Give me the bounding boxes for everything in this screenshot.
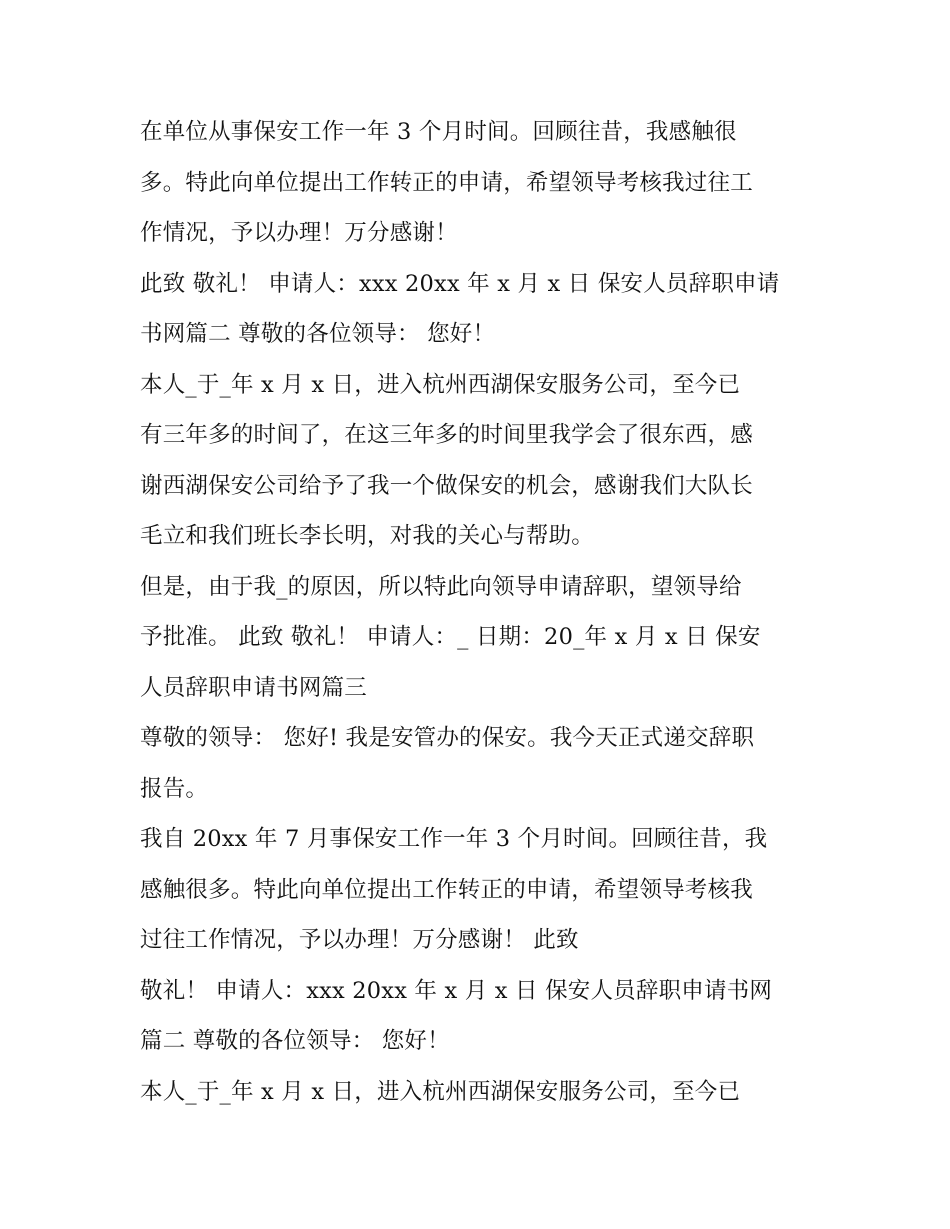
text-line: 谢西湖保安公司给予了我一个做保安的机会，感谢我们大队长 — [140, 472, 753, 499]
text-line: 过往工作情况，予以办理！万分感谢！ 此致 — [140, 927, 579, 953]
document-body — [140, 107, 820, 1117]
text-line: 书网篇二 尊敬的各位领导： 您好！ — [140, 321, 496, 347]
text-line: 予批准。 此致 敬礼！ 申请人：_ 日期：20_年 x 月 x 日 保安 — [140, 624, 761, 650]
text-line: 毛立和我们班长李长明，对我的关心与帮助。 — [140, 523, 595, 549]
text-line: 本人_于_年 x 月 x 日，进入杭州西湖保安服务公司，至今已 — [140, 371, 741, 398]
text-line: 敬礼！ 申请人：xxx 20xx 年 x 月 x 日 保安人员辞职申请书网 — [140, 977, 773, 1004]
text-line: 我自 20xx 年 7 月事保安工作一年 3 个月时间。回顾往昔，我 — [140, 826, 768, 852]
text-line: 尊敬的领导： 您好! 我是安管办的保安。我今天正式递交辞职 — [140, 725, 755, 751]
text-line: 有三年多的时间了，在这三年多的时间里我学会了很东西，感 — [140, 422, 753, 448]
text-line: 本人_于_年 x 月 x 日，进入杭州西湖保安服务公司，至今已 — [140, 1078, 741, 1105]
text-line: 多。特此向单位提出工作转正的申请，希望领导考核我过往工 — [140, 169, 753, 196]
text-line: 报告。 — [140, 775, 209, 802]
text-line: 作情况，予以办理！万分感谢！ — [140, 220, 458, 246]
text-line: 感触很多。特此向单位提出工作转正的申请，希望领导考核我 — [140, 876, 753, 903]
text-line: 人员辞职申请书网篇三 — [140, 674, 368, 701]
text-line: 篇二 尊敬的各位领导： 您好！ — [140, 1028, 450, 1054]
text-line: 此致 敬礼！ 申请人：xxx 20xx 年 x 月 x 日 保安人员辞职申请 — [140, 270, 780, 297]
text-line: 但是，由于我_的原因，所以特此向领导申请辞职，望领导给 — [140, 573, 742, 600]
text-line: 在单位从事保安工作一年 3 个月时间。回顾往昔，我感触很 — [140, 119, 737, 145]
